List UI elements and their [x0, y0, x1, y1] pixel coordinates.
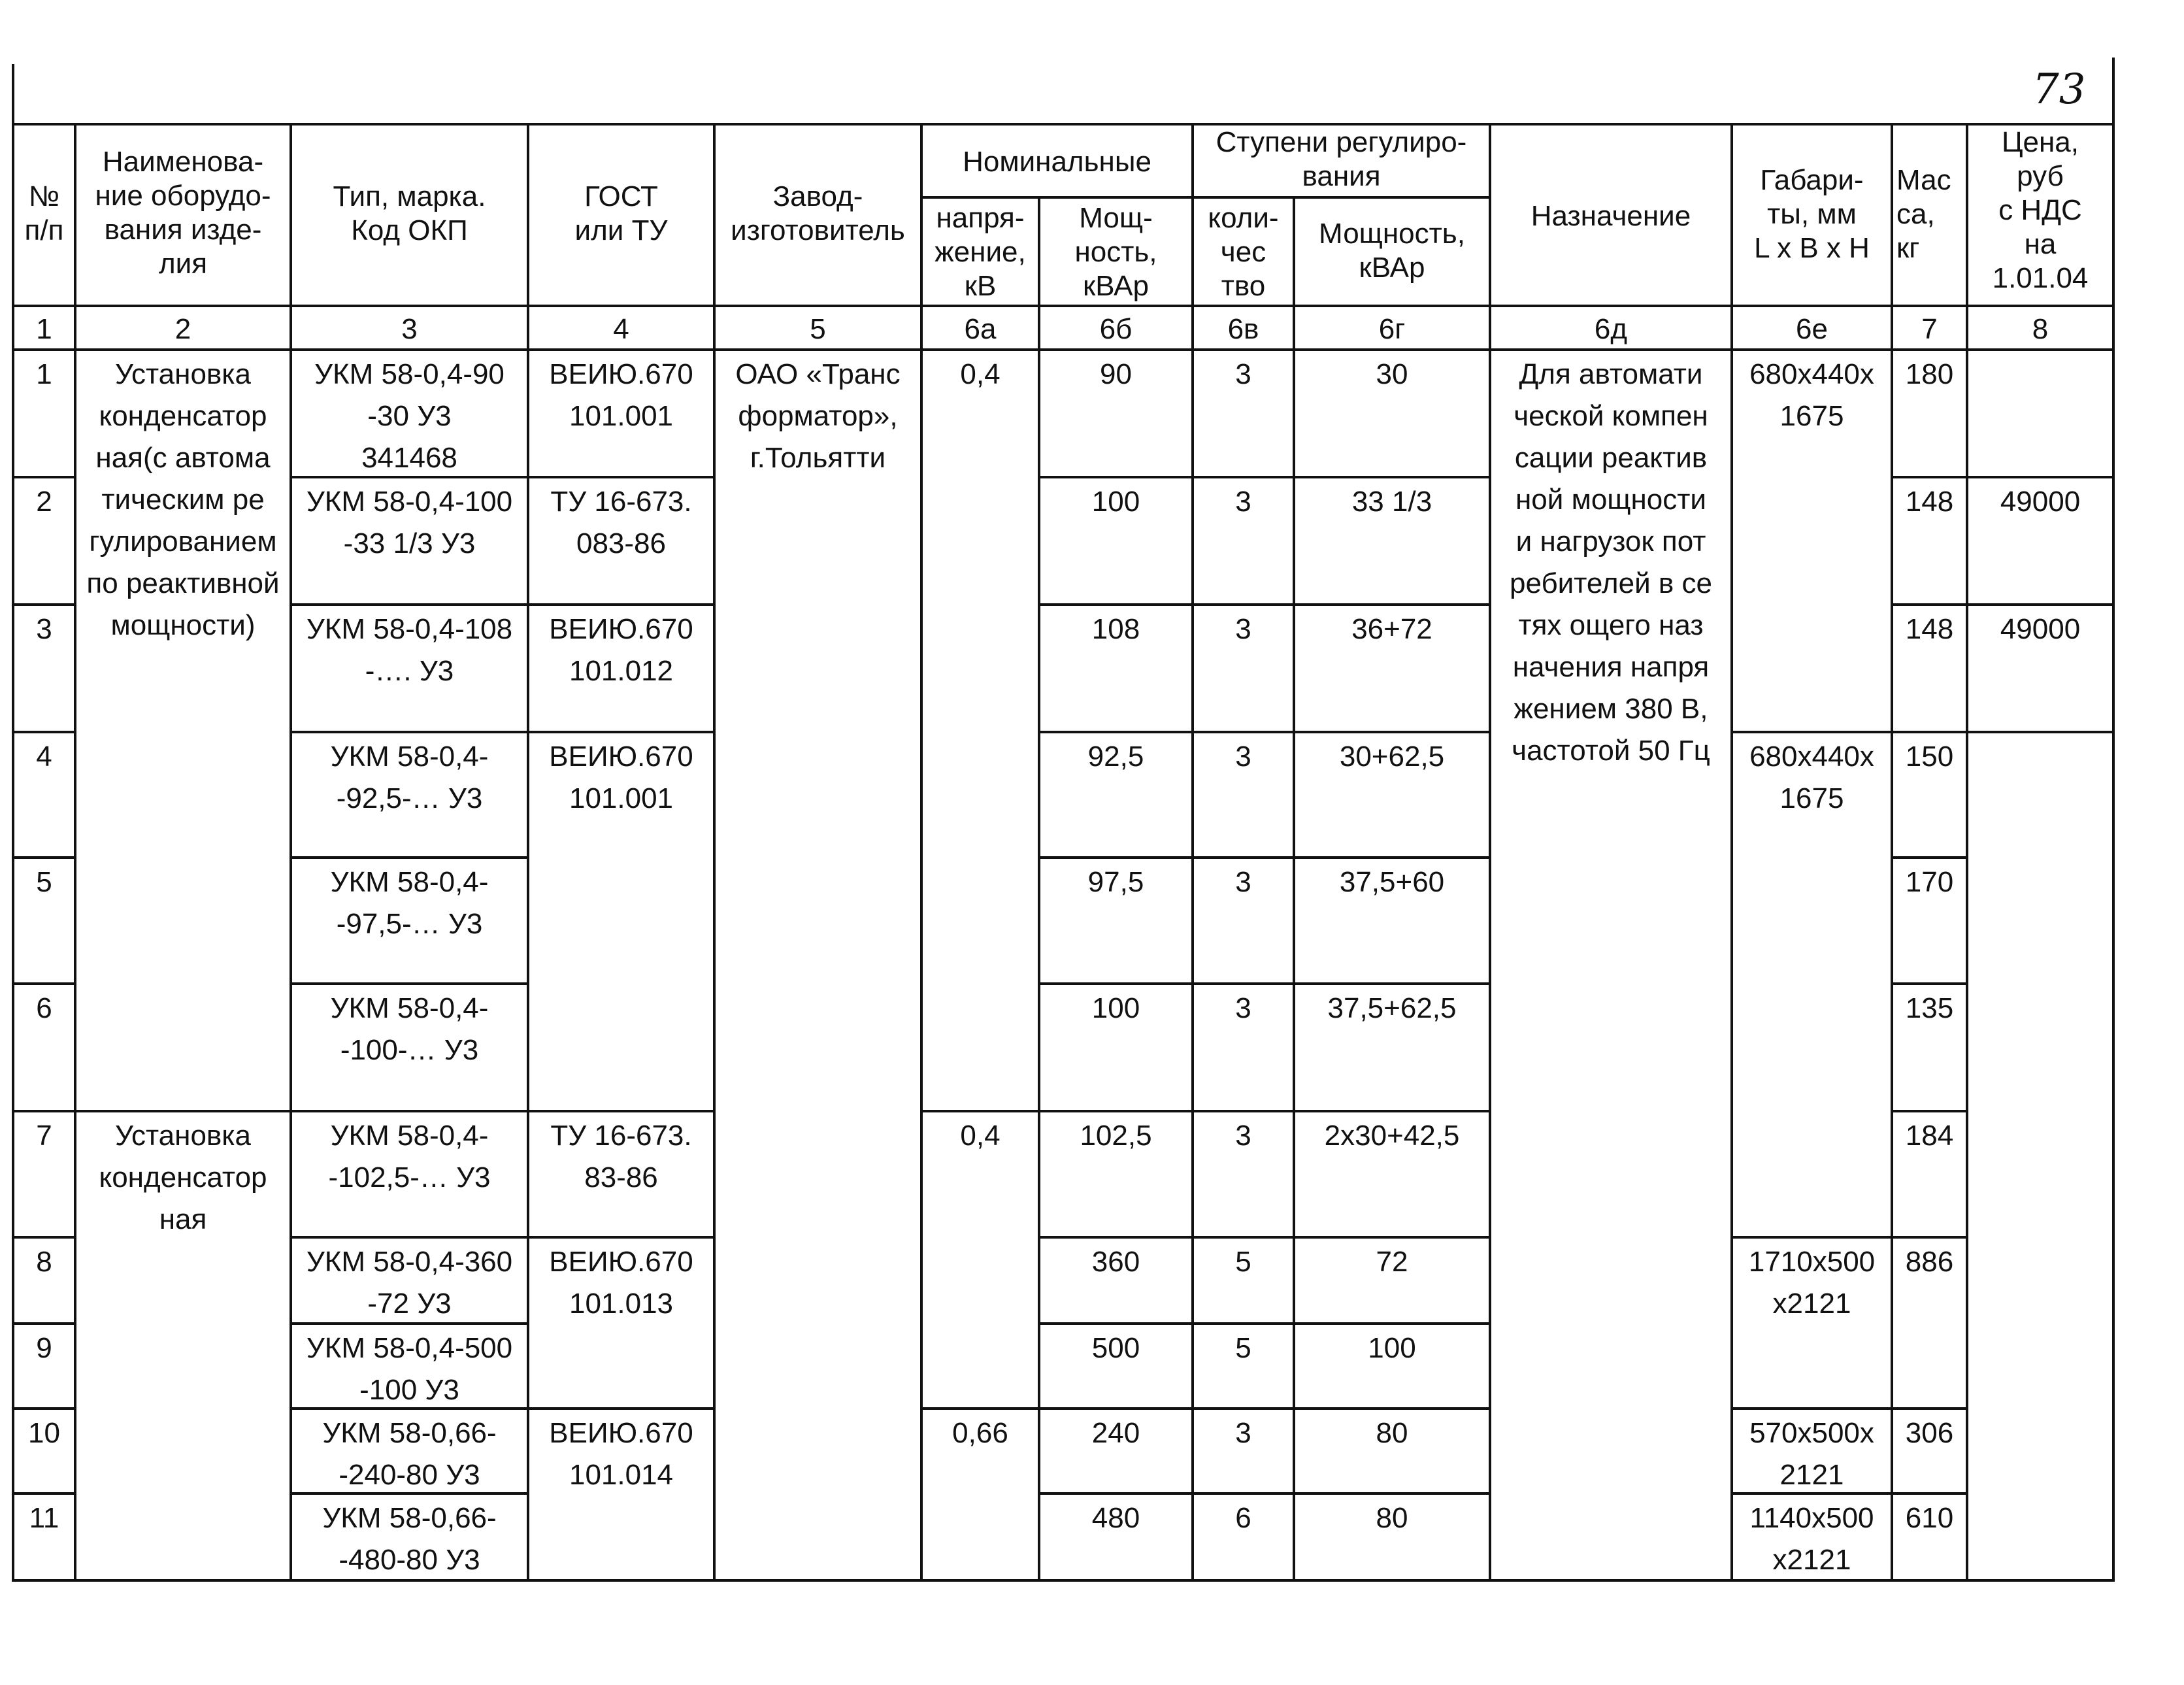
voltage-cell: 0,66 — [952, 1417, 1008, 1449]
header-maker: Завод- изготовитель — [731, 180, 905, 246]
step-power-cell: 80 — [1376, 1502, 1408, 1534]
header-step-count: коли- чес тво — [1208, 202, 1279, 302]
dimensions-cell: 1710x500 x2121 — [1748, 1246, 1876, 1320]
colnum-3: 3 — [401, 313, 418, 345]
step-count-cell: 3 — [1235, 992, 1251, 1024]
type-cell: УКМ 58-0,66- -240-80 У3 — [322, 1417, 497, 1491]
row-number: 2 — [36, 486, 52, 518]
gost-cell: ТУ 16-673. 83-86 — [550, 1120, 692, 1193]
mass-cell: 306 — [1905, 1417, 1954, 1449]
step-count-cell: 3 — [1235, 486, 1251, 518]
step-power-cell: 30+62,5 — [1339, 741, 1445, 773]
header-name: Наименова- ние оборудо- вания изде- лия — [95, 146, 271, 280]
mass-cell: 148 — [1905, 486, 1954, 518]
equipment-name-auto: Установка конденсатор ная(с автома тическим ре гулированием по реактивной мощности) — [86, 358, 280, 641]
mass-cell: 180 — [1905, 358, 1954, 390]
dimensions-cell: 1140x500 x2121 — [1749, 1502, 1874, 1576]
row-number: 8 — [36, 1246, 52, 1278]
header-step-power: Мощность, кВАр — [1319, 218, 1465, 284]
type-cell: УКМ 58-0,4- -100-… У3 — [330, 992, 489, 1066]
gost-cell: ВЕИЮ.670 101.001 — [549, 741, 693, 814]
colnum-4: 4 — [613, 313, 629, 345]
purpose-cell: Для автомати ческой компен сации реактив ной мощности и нагрузок пот ребителей в се тях ощего наз начения напря жением 380 В, частотой 50 Гц — [1510, 358, 1712, 767]
colnum-6a: 6а — [964, 313, 997, 345]
mass-cell: 135 — [1905, 992, 1954, 1024]
type-cell: УКМ 58-0,4-100 -33 1/3 У3 — [306, 486, 513, 559]
header-num: № п/п — [24, 180, 64, 246]
row-number: 4 — [36, 741, 52, 773]
mass-cell: 886 — [1905, 1246, 1954, 1278]
colnum-6b: 6б — [1099, 313, 1133, 345]
type-cell: УКМ 58-0,4-360 -72 У3 — [306, 1246, 513, 1320]
type-cell: УКМ 58-0,66- -480-80 У3 — [322, 1502, 497, 1576]
header-gost: ГОСТ или ТУ — [574, 180, 668, 246]
header-price: Цена, руб с НДС на 1.01.04 — [1992, 126, 2089, 294]
price-cell: 49000 — [2000, 486, 2081, 518]
manufacturer-cell: ОАО «Транс форматор», г.Тольятти — [735, 358, 901, 474]
type-cell: УКМ 58-0,4- -97,5-… У3 — [330, 866, 489, 940]
header-mass: Мас са, кг — [1896, 164, 1951, 264]
colnum-6v: 6в — [1227, 313, 1259, 345]
power-cell: 240 — [1091, 1417, 1140, 1449]
mass-cell: 150 — [1905, 741, 1954, 773]
power-cell: 500 — [1091, 1332, 1140, 1364]
power-cell: 100 — [1091, 992, 1140, 1024]
voltage-cell: 0,4 — [960, 1120, 1001, 1152]
step-count-cell: 6 — [1235, 1502, 1251, 1534]
power-cell: 360 — [1091, 1246, 1140, 1278]
row-number: 6 — [36, 992, 52, 1024]
step-power-cell: 37,5+60 — [1339, 866, 1445, 898]
mass-cell: 610 — [1905, 1502, 1954, 1534]
type-cell: УКМ 58-0,4-500 -100 У3 — [306, 1332, 513, 1406]
voltage-cell: 0,4 — [960, 358, 1001, 390]
power-cell: 480 — [1091, 1502, 1140, 1534]
type-cell: УКМ 58-0,4-108 -…. У3 — [306, 613, 513, 687]
header-purpose: Назначение — [1530, 200, 1691, 232]
step-count-cell: 3 — [1235, 866, 1251, 898]
row-number: 7 — [36, 1120, 52, 1152]
header-type: Тип, марка. Код ОКП — [333, 180, 486, 246]
row-number: 1 — [36, 358, 52, 390]
gost-cell: ВЕИЮ.670 101.014 — [549, 1417, 693, 1491]
header-steps: Ступени регулиро- вания — [1216, 126, 1467, 192]
step-count-cell: 3 — [1235, 613, 1251, 645]
row-number: 11 — [29, 1502, 59, 1534]
colnum-8: 8 — [2032, 313, 2049, 345]
power-cell: 90 — [1100, 358, 1132, 390]
power-cell: 97,5 — [1087, 866, 1144, 898]
page-number: 73 — [2032, 65, 2086, 114]
header-voltage: напря- жение, кВ — [935, 202, 1026, 302]
power-cell: 92,5 — [1087, 741, 1144, 773]
colnum-5: 5 — [810, 313, 826, 345]
step-power-cell: 30 — [1376, 358, 1408, 390]
type-cell: УКМ 58-0,4- -92,5-… У3 — [330, 741, 489, 814]
colnum-2: 2 — [174, 313, 191, 345]
step-power-cell: 100 — [1368, 1332, 1416, 1364]
power-cell: 108 — [1091, 613, 1140, 645]
step-power-cell: 36+72 — [1351, 613, 1432, 645]
step-power-cell: 72 — [1376, 1246, 1408, 1278]
colnum-6d: 6д — [1594, 313, 1628, 345]
equipment-name-plain: Установка конденсатор ная — [99, 1120, 267, 1235]
mass-cell: 170 — [1905, 866, 1954, 898]
header-size: Габари- ты, мм L x B x H — [1754, 164, 1870, 264]
row-number: 10 — [28, 1417, 60, 1449]
header-power: Мощ- ность, кВАр — [1074, 202, 1157, 302]
step-count-cell: 3 — [1235, 1417, 1251, 1449]
gost-cell: ВЕИЮ.670 101.012 — [549, 613, 693, 687]
power-cell: 102,5 — [1080, 1120, 1152, 1152]
type-cell: УКМ 58-0,4-90 -30 У3 341468 — [314, 358, 505, 474]
type-cell: УКМ 58-0,4- -102,5-… У3 — [328, 1120, 491, 1193]
step-power-cell: 80 — [1376, 1417, 1408, 1449]
step-power-cell: 37,5+62,5 — [1327, 992, 1457, 1024]
colnum-7: 7 — [1921, 313, 1938, 345]
gost-cell: ТУ 16-673. 083-86 — [550, 486, 692, 559]
mass-cell: 148 — [1905, 613, 1954, 645]
mass-cell: 184 — [1905, 1120, 1954, 1152]
step-count-cell: 3 — [1235, 1120, 1251, 1152]
colnum-6g: 6г — [1378, 313, 1406, 345]
price-cell: 49000 — [2000, 613, 2081, 645]
step-power-cell: 33 1/3 — [1351, 486, 1432, 518]
dimensions-cell: 680x440x 1675 — [1749, 741, 1874, 814]
row-number: 3 — [36, 613, 52, 645]
step-power-cell: 2x30+42,5 — [1324, 1120, 1460, 1152]
step-count-cell: 5 — [1235, 1246, 1251, 1278]
gost-cell: ВЕИЮ.670 101.013 — [549, 1246, 693, 1320]
step-count-cell: 5 — [1235, 1332, 1251, 1364]
step-count-cell: 3 — [1235, 358, 1251, 390]
dimensions-cell: 570x500x 2121 — [1749, 1417, 1874, 1491]
colnum-6e: 6е — [1796, 313, 1828, 345]
gost-cell: ВЕИЮ.670 101.001 — [549, 358, 693, 432]
step-count-cell: 3 — [1235, 741, 1251, 773]
colnum-1: 1 — [36, 313, 52, 345]
dimensions-cell: 680x440x 1675 — [1749, 358, 1874, 432]
row-number: 9 — [36, 1332, 52, 1364]
power-cell: 100 — [1091, 486, 1140, 518]
header-nominal: Номинальные — [963, 146, 1151, 178]
row-number: 5 — [36, 866, 52, 898]
